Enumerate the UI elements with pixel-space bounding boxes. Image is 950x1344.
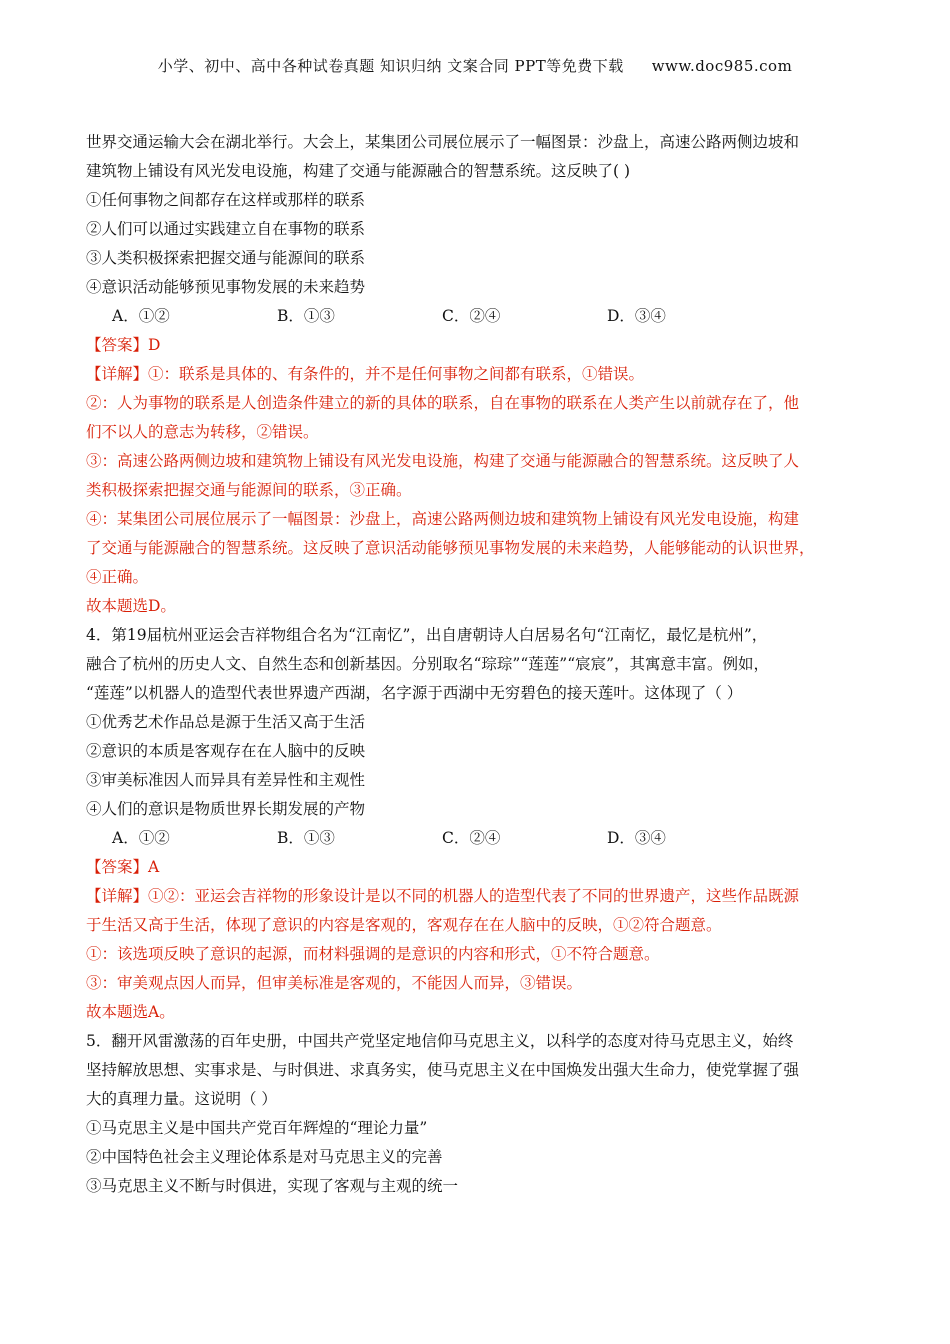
answer-line: 【答案】D	[86, 336, 161, 354]
header-text: 小学、初中、高中各种试卷真题 知识归纳 文案合同 PPT等免费下载	[157, 57, 624, 75]
question-stem-line: 5．翻开风雷激荡的百年史册，中国共产党坚定地信仰马克思主义，以科学的态度对待马克思主义，始终	[86, 1032, 794, 1050]
option-a: A．①②	[112, 307, 170, 325]
option-a: A．①②	[112, 829, 170, 847]
statement-item: ③马克思主义不断与时俱进，实现了客观与主观的统一	[86, 1177, 459, 1195]
statement-item: ②人们可以通过实践建立自在事物的联系	[86, 220, 366, 238]
explanation-line: 【详解】①②：亚运会吉祥物的形象设计是以不同的机器人的造型代表了不同的世界遗产，这些作品既源	[86, 887, 800, 905]
explanation-line: ①：该选项反映了意识的起源，而材料强调的是意识的内容和形式，①不符合题意。	[86, 945, 660, 963]
explanation-line: ③：高速公路两侧边坡和建筑物上铺设有风光发电设施，构建了交通与能源融合的智慧系统。这反映了人	[86, 452, 800, 470]
conclusion-line: 故本题选D。	[86, 597, 176, 615]
explanation-line: ④：某集团公司展位展示了一幅图景：沙盘上，高速公路两侧边坡和建筑物上铺设有风光发电设施，构建	[86, 510, 800, 528]
statement-item: ①优秀艺术作品总是源于生活又高于生活	[86, 713, 366, 731]
option-c: C．②④	[442, 829, 501, 847]
question-stem-line: “莲莲”以机器人的造型代表世界遗产西湖，名字源于西湖中无穷碧色的接天莲叶。这体现了（ ）	[86, 684, 743, 702]
page-header	[0, 55, 950, 76]
question-stem-line: 融合了杭州的历史人文、自然生态和创新基因。分别取名“琮琮”“莲莲”“宸宸”，其寓意丰富。例如，	[86, 655, 770, 673]
question-stem-line: 建筑物上铺设有风光发电设施，构建了交通与能源融合的智慧系统。这反映了( )	[86, 162, 631, 180]
answer-options	[86, 824, 871, 853]
statement-item: ③审美标准因人而异具有差异性和主观性	[86, 771, 366, 789]
explanation-line: ③：审美观点因人而异，但审美标准是客观的，不能因人而异，③错误。	[86, 974, 583, 992]
statement-item: ④意识活动能够预见事物发展的未来趋势	[86, 278, 366, 296]
question-4	[86, 621, 871, 1027]
question-stem-line: 4．第19届杭州亚运会吉祥物组合名为“江南忆”，出自唐朝诗人白居易名句“江南忆，最忆是杭州”，	[86, 626, 768, 644]
statement-item: ②中国特色社会主义理论体系是对马克思主义的完善	[86, 1148, 443, 1166]
conclusion-line: 故本题选A。	[86, 1003, 175, 1021]
explanation-line: 【详解】①：联系是具体的、有条件的，并不是任何事物之间都有联系，①错误。	[86, 365, 645, 383]
explanation-line: ②：人为事物的联系是人创造条件建立的新的具体的联系，自在事物的联系在人类产生以前就存在了，他	[86, 394, 800, 412]
exam-content	[86, 128, 871, 1201]
explanation-line: 于生活又高于生活，体现了意识的内容是客观的，客观存在在人脑中的反映，①②符合题意。	[86, 916, 722, 934]
question-stem-line: 大的真理力量。这说明（ ）	[86, 1090, 277, 1108]
statement-item: ③人类积极探索把握交通与能源间的联系	[86, 249, 366, 267]
option-b: B．①③	[277, 307, 335, 325]
explanation-line: 类积极探索把握交通与能源间的联系，③正确。	[86, 481, 412, 499]
statement-item: ①马克思主义是中国共产党百年辉煌的“理论力量”	[86, 1119, 428, 1137]
answer-line: 【答案】A	[86, 858, 160, 876]
question-stem-line: 世界交通运输大会在湖北举行。大会上，某集团公司展位展示了一幅图景：沙盘上，高速公路两侧边坡和	[86, 133, 800, 151]
question-stem-line: 坚持解放思想、实事求是、与时俱进、求真务实，使马克思主义在中国焕发出强大生命力，使党掌握了强	[86, 1061, 800, 1079]
question-3	[86, 128, 871, 621]
option-b: B．①③	[277, 829, 335, 847]
option-d: D．③④	[607, 307, 666, 325]
explanation-line: 了交通与能源融合的智慧系统。这反映了意识活动能够预见事物发展的未来趋势，人能够能动的认识世界，	[86, 539, 815, 557]
header-site-link[interactable]: www.doc985.com	[651, 57, 793, 75]
explanation-line: 们不以人的意志为转移，②错误。	[86, 423, 319, 441]
question-5	[86, 1027, 871, 1201]
answer-options	[86, 302, 871, 331]
option-c: C．②④	[442, 307, 501, 325]
option-d: D．③④	[607, 829, 666, 847]
explanation-line: ④正确。	[86, 568, 149, 586]
statement-item: ④人们的意识是物质世界长期发展的产物	[86, 800, 366, 818]
statement-item: ①任何事物之间都存在这样或那样的联系	[86, 191, 366, 209]
statement-item: ②意识的本质是客观存在在人脑中的反映	[86, 742, 366, 760]
